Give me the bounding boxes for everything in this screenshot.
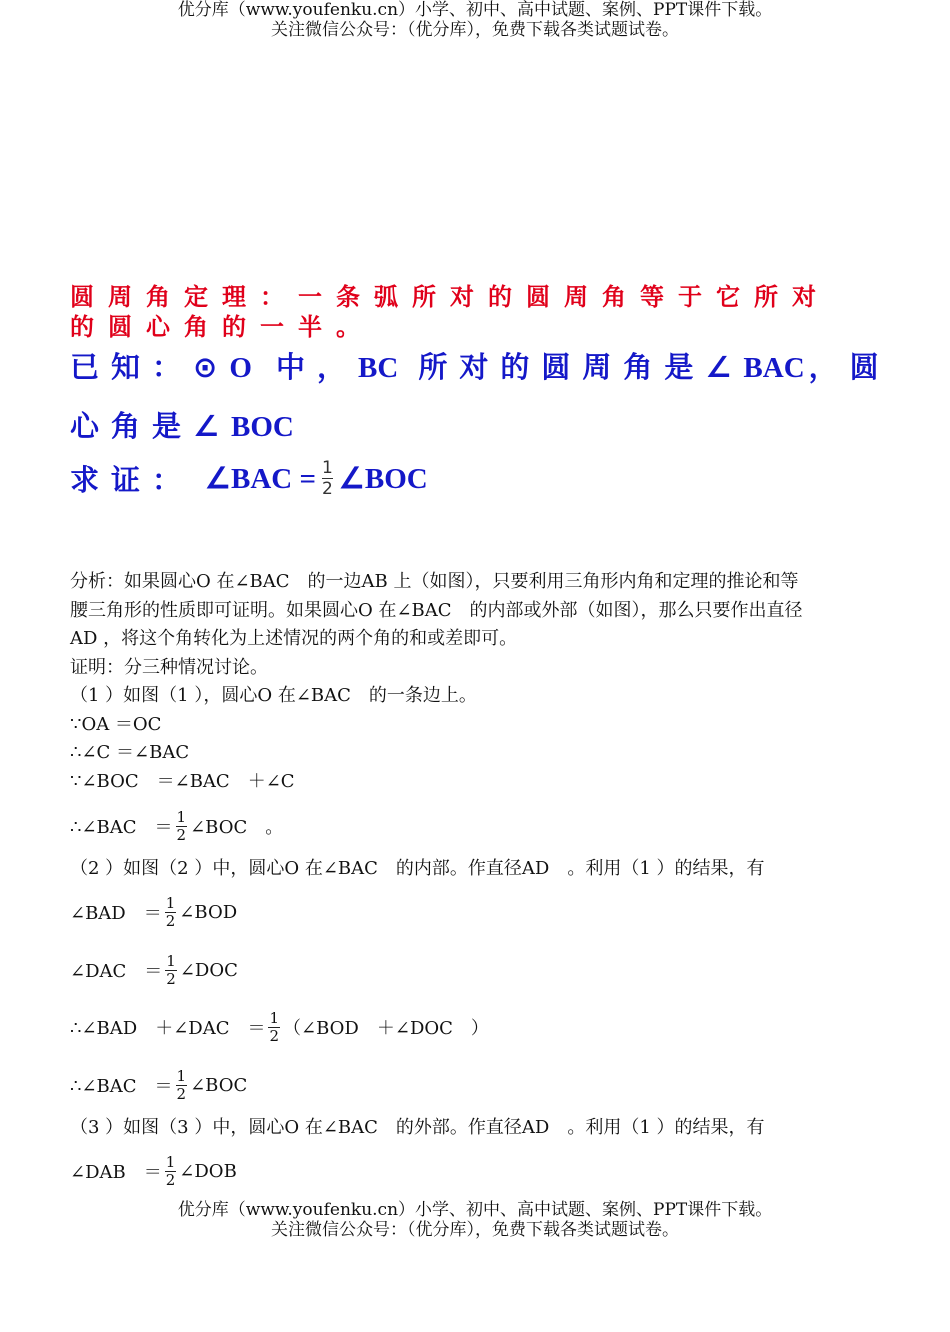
given-line-1 [70,345,891,386]
half-fraction: $\frac{1}{2}$ [165,1152,176,1189]
given-part-a: 已知：⊙ [70,350,230,384]
expr-left: ∴∠BAC ＝ [70,817,173,838]
analysis-line: AD ，将这个角转化为上述情况的两个角的和或差即可。 [70,628,518,649]
given-part-g: ，圆 [808,350,891,384]
case2-title: （2 ）如图（2 ）中，圆心O 在∠BAC 的内部。作直径AD 。利用（1 ）的结果，有 [70,858,765,879]
footer-line-2: 关注微信公众号：（优分库），免费下载各类试题试卷。 [271,1220,679,1240]
prove-rhs: ∠BOC [338,463,428,495]
expr-right: ∠BOC 。 [190,817,284,838]
theorem-statement: 圆周角定理：一条弧所对的圆周角等于它所对的圆心角的一半。 [70,283,830,341]
page-header [0,0,950,40]
case2-row-4 [70,1062,247,1108]
prove-line [70,458,428,499]
half-fraction: $\frac{1}{2}$ [166,951,176,988]
half-fraction: $\frac{1}{2}$ [165,893,176,930]
given-line-2 [70,404,294,445]
given-part-i: BOC [231,411,294,443]
case2-row-2 [70,947,238,993]
given-part-d: BC [358,352,399,384]
expr-right: （∠BOD ＋∠DOC ） [283,1018,489,1039]
analysis-line: 腰三角形的性质即可证明。如果圆心O 在∠BAC 的内部或外部（如图），那么只要作出直径 [70,599,803,621]
given-part-c: 中， [275,350,358,384]
expr-right: ∠DOB [179,1160,237,1182]
expr-right: ∠BOC [190,1074,248,1096]
expr-left: ∠DAB ＝ [70,1162,162,1183]
case3-row-1 [70,1148,237,1194]
header-line-1: 优分库（www.youfenku.cn）小学、初中、高中试题、案例、PPT课件下载。 [177,0,773,20]
case1-step-2: ∴∠C ＝∠BAC [70,742,190,763]
case1-step-1: ∵OA ＝OC [70,713,162,735]
given-part-f: BAC [743,352,805,384]
expr-left: ∴∠BAD ＋∠DAC ＝ [70,1018,266,1039]
expr-left: ∴∠BAC ＝ [70,1076,173,1097]
case3-title: （3 ）如图（3 ）中，圆心O 在∠BAC 的外部。作直径AD 。利用（1 ）的结果，有 [70,1117,765,1138]
case1-step-4 [70,803,283,849]
fraction-numerator: 1 [322,458,333,478]
given-part-b: O [229,352,252,384]
case1-step-3: ∵∠BOC ＝∠BAC ＋∠C [70,770,295,792]
footer-line-1: 优分库（www.youfenku.cn）小学、初中、高中试题、案例、PPT课件下载。 [177,1200,773,1220]
prove-fraction [322,458,333,499]
half-fraction: $\frac{1}{2}$ [176,1066,187,1103]
expr-right: ∠DOC [179,959,238,981]
given-part-h: 心角是∠ [70,409,231,443]
page-footer [0,1200,950,1240]
proof-intro: 证明：分三种情况讨论。 [70,656,268,678]
half-fraction: $\frac{1}{2}$ [176,807,187,844]
analysis-line: 分析：如果圆心O 在∠BAC 的一边AB 上（如图），只要利用三角形内角和定理的推论和等 [70,571,799,592]
half-fraction: $\frac{1}{2}$ [269,1008,280,1045]
given-part-e: 所对的圆周角是∠ [418,350,744,384]
prove-lhs: ∠BAC = [205,463,317,495]
expr-left: ∠BAD ＝ [70,903,162,924]
case2-row-3 [70,1004,489,1050]
fraction-denominator: 2 [322,479,333,499]
case1-title: （1 ）如图（1 ），圆心O 在∠BAC 的一条边上。 [70,685,477,706]
analysis-paragraph [70,568,870,796]
prove-label: 求证： [70,463,194,497]
expr-left: ∠DAC ＝ [70,961,163,982]
header-line-2: 关注微信公众号：（优分库），免费下载各类试题试卷。 [271,20,679,40]
expr-right: ∠BOD [179,901,238,923]
case2-row-1 [70,889,237,935]
